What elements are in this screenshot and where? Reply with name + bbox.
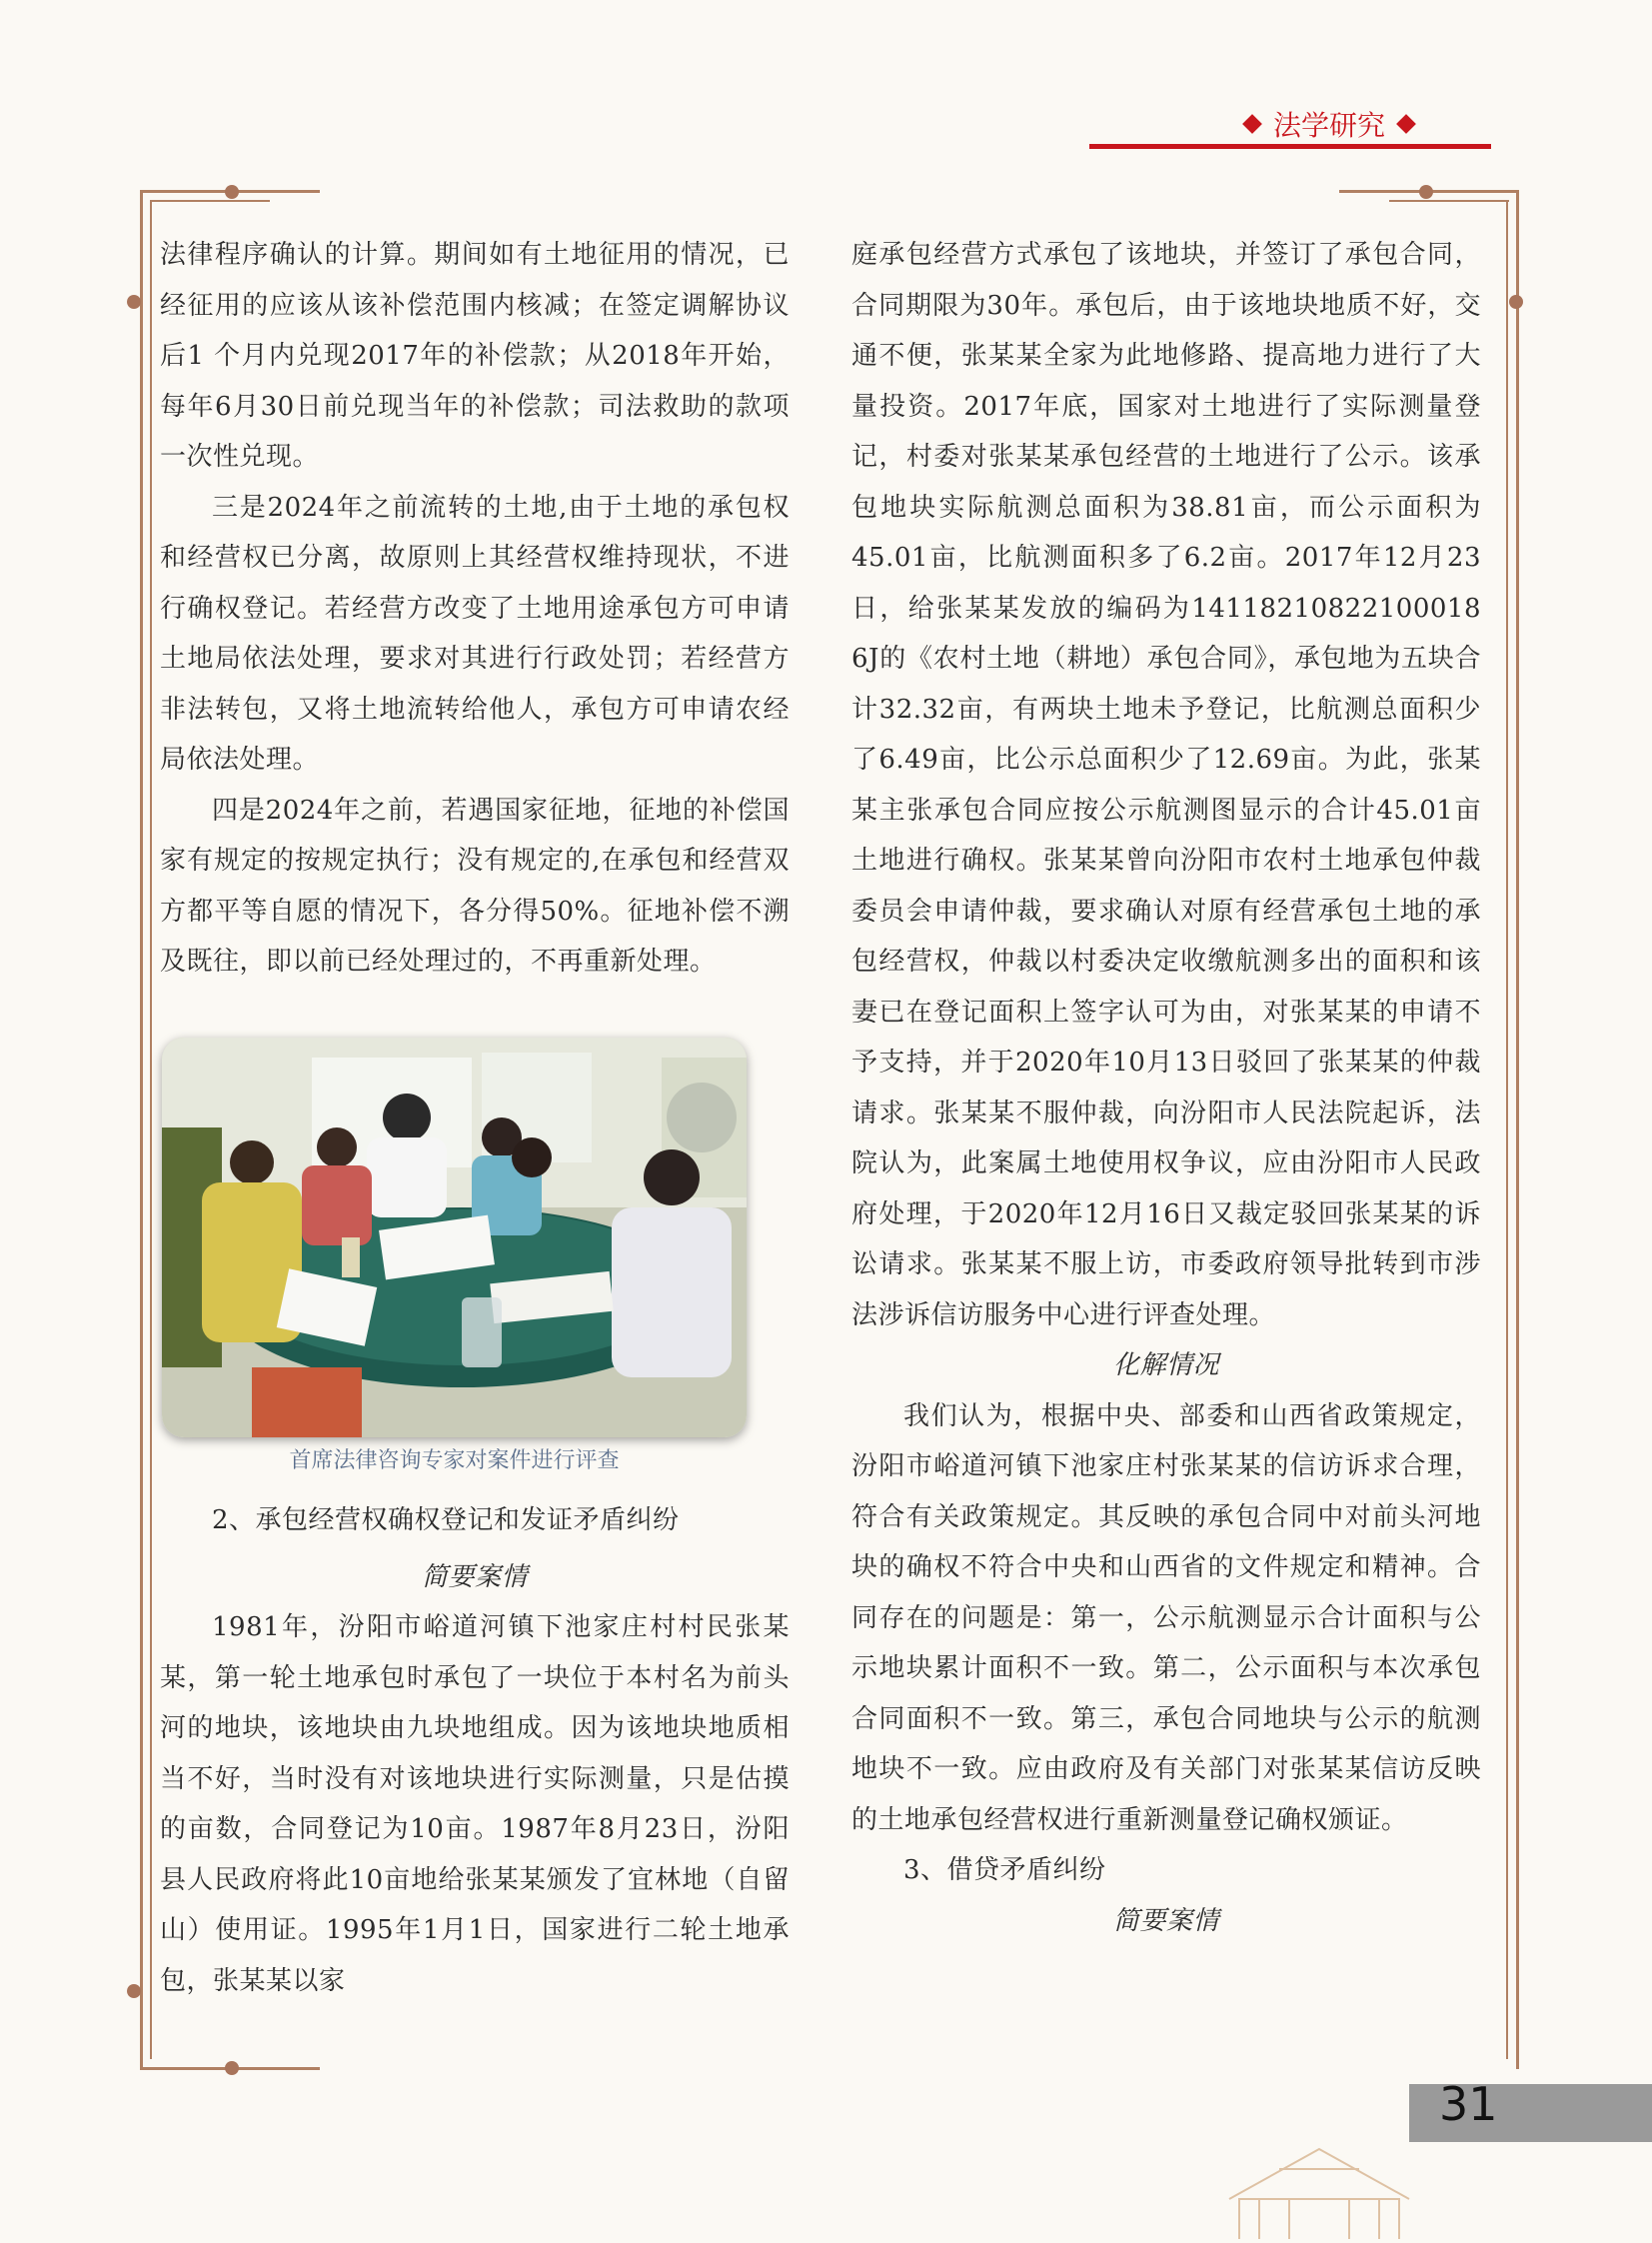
paragraph: 庭承包经营方式承包了该地块，并签订了承包合同，合同期限为30年。承包后，由于该地块地质不好，交通不便，张某某全家为此地修路、提高地力进行了大量投资。2017年底，国家对土地进行了实际测量登记，村委对张某某承包经营的土地进行了公示。该承包地块实际航测总面积为38.81亩，而公示面积为45.01亩，比航测面积多了6.2亩。2017年12月23日，给张某某发放的编码为14118210822100018​6J的《农村土地（耕地）承包合同》，承包地为五块合计32.32亩，有两块土地未予登记，比航测总面积少了6.49亩，比公示总面积少了12.69亩。为此，张某某主张承包合同应按公示航测图显示的合计45.01亩土地进行确权。张某某曾向汾阳市农村土地承包仲裁委员会申请仲裁，要求确认对原有经营承包土地的承包经营权，仲裁以村委决定收缴航测多出的面积和该妻已在登记面积上签字认可为由，对张某某的申请不予支持，并于2020年10月13日驳回了张某某的仲裁请求。张某某不服仲裁，向汾阳市人民法院起诉，法院认为，此案属土地使用权争议，应由汾阳市人民政府处理，于2020年12月16日又裁定驳回张某某的诉讼请求。张某某不服上访，市委政府领导批转到市涉法涉诉信访服务中心进行评查处理。 bbox=[851, 240, 1481, 1330]
diamond-icon bbox=[1396, 114, 1416, 134]
paragraph: 三是2024年之前流转的土地,由于土地的承包权和经营权已分离，故原则上其经营权维持现状，不进行确权登记。若经营方改变了土地用途承包方可申请土地局依法处理，要求对其进行行政处罚；若经营方非法转包，又将土地流转给他人，承包方可申请农经局依法处理。 bbox=[160, 492, 790, 775]
subheading: 3、借贷矛盾纠纷 bbox=[903, 1855, 1106, 1885]
frame-dot bbox=[127, 295, 141, 309]
paragraph: 1981年，汾阳市峪道河镇下池家庄村村民张某某，第一轮土地承包时承包了一块位于本村名为前头河的地块，该地块由九块地组成。因为该地块地质相当不好，当时没有对该地块进行实际测量，只是估摸的亩数，合同登记为10亩。1987年8月23日，汾阳县人民政府将此10亩地给张某某颁发了宜林地（自留山）使用证。1995年1月1日，国家进行二轮土地承包，张某某以家 bbox=[160, 1612, 790, 1996]
building-sketch-decoration bbox=[1219, 2079, 1419, 2243]
section-tag bbox=[1219, 104, 1439, 144]
frame-right-top-h2 bbox=[1389, 200, 1509, 202]
italic-heading: 化解情况 bbox=[1112, 1350, 1219, 1380]
frame-right-v bbox=[1516, 190, 1519, 2069]
frame-left-v bbox=[140, 190, 143, 2069]
left-column-bottom bbox=[160, 1495, 790, 2006]
right-column bbox=[851, 230, 1481, 1946]
frame-dot bbox=[225, 185, 239, 199]
italic-heading: 简要案情 bbox=[421, 1561, 528, 1592]
frame-right-v2 bbox=[1506, 200, 1508, 2059]
frame-left-top-h2 bbox=[150, 200, 270, 202]
frame-dot bbox=[1509, 295, 1523, 309]
paragraph: 我们认为，根据中央、部委和山西省政策规定，汾阳市峪道河镇下池家庄村张某某的信访诉求合理，符合有关政策规定。其反映的承包合同中对前头河地块的确权不符合中央和山西省的文件规定和精神。合同存在的问题是：第一，公示航测显示合计面积与公示地块累计面积不一致。第二，公示面积与本次承包合同面积不一致。第三，承包合同地块与公示的航测地块不一致。应由政府及有关部门对张某某信访反映的土地承包经营权进行重新测量登记确权颁证。 bbox=[851, 1400, 1481, 1835]
page-number: 31 bbox=[1439, 2077, 1498, 2131]
photo-caption: 首席法律咨询专家对案件进行评查 bbox=[289, 1448, 620, 1473]
header-rule bbox=[1089, 144, 1491, 149]
section-title: 法学研究 bbox=[1272, 109, 1385, 142]
frame-dot bbox=[225, 2061, 239, 2075]
frame-dot bbox=[127, 1984, 141, 1998]
paragraph: 法律程序确认的计算。期间如有土地征用的情况，已经征用的应该从该补偿范围内核减；在签定调解协议后1 个月内兑现2017年的补偿款；从2018年开始，每年6月30日前兑现当年的补偿款；司法救助的款项一次性兑现。 bbox=[160, 240, 790, 472]
subheading: 2、承包经营权确权登记和发证矛盾纠纷 bbox=[212, 1505, 680, 1535]
left-column-top bbox=[160, 230, 790, 988]
italic-heading: 简要案情 bbox=[1112, 1905, 1219, 1936]
frame-dot bbox=[1419, 185, 1433, 199]
paragraph: 四是2024年之前，若遇国家征地，征地的补偿国家有规定的按规定执行；没有规定的,在承包和经营双方都平等自愿的情况下，各分得50%。征地补偿不溯及既往，即以前已经处理过的，不再重新处理。 bbox=[160, 795, 790, 977]
meeting-photo bbox=[162, 1038, 747, 1437]
frame-left-v2 bbox=[150, 200, 152, 2059]
diamond-icon bbox=[1242, 114, 1262, 134]
